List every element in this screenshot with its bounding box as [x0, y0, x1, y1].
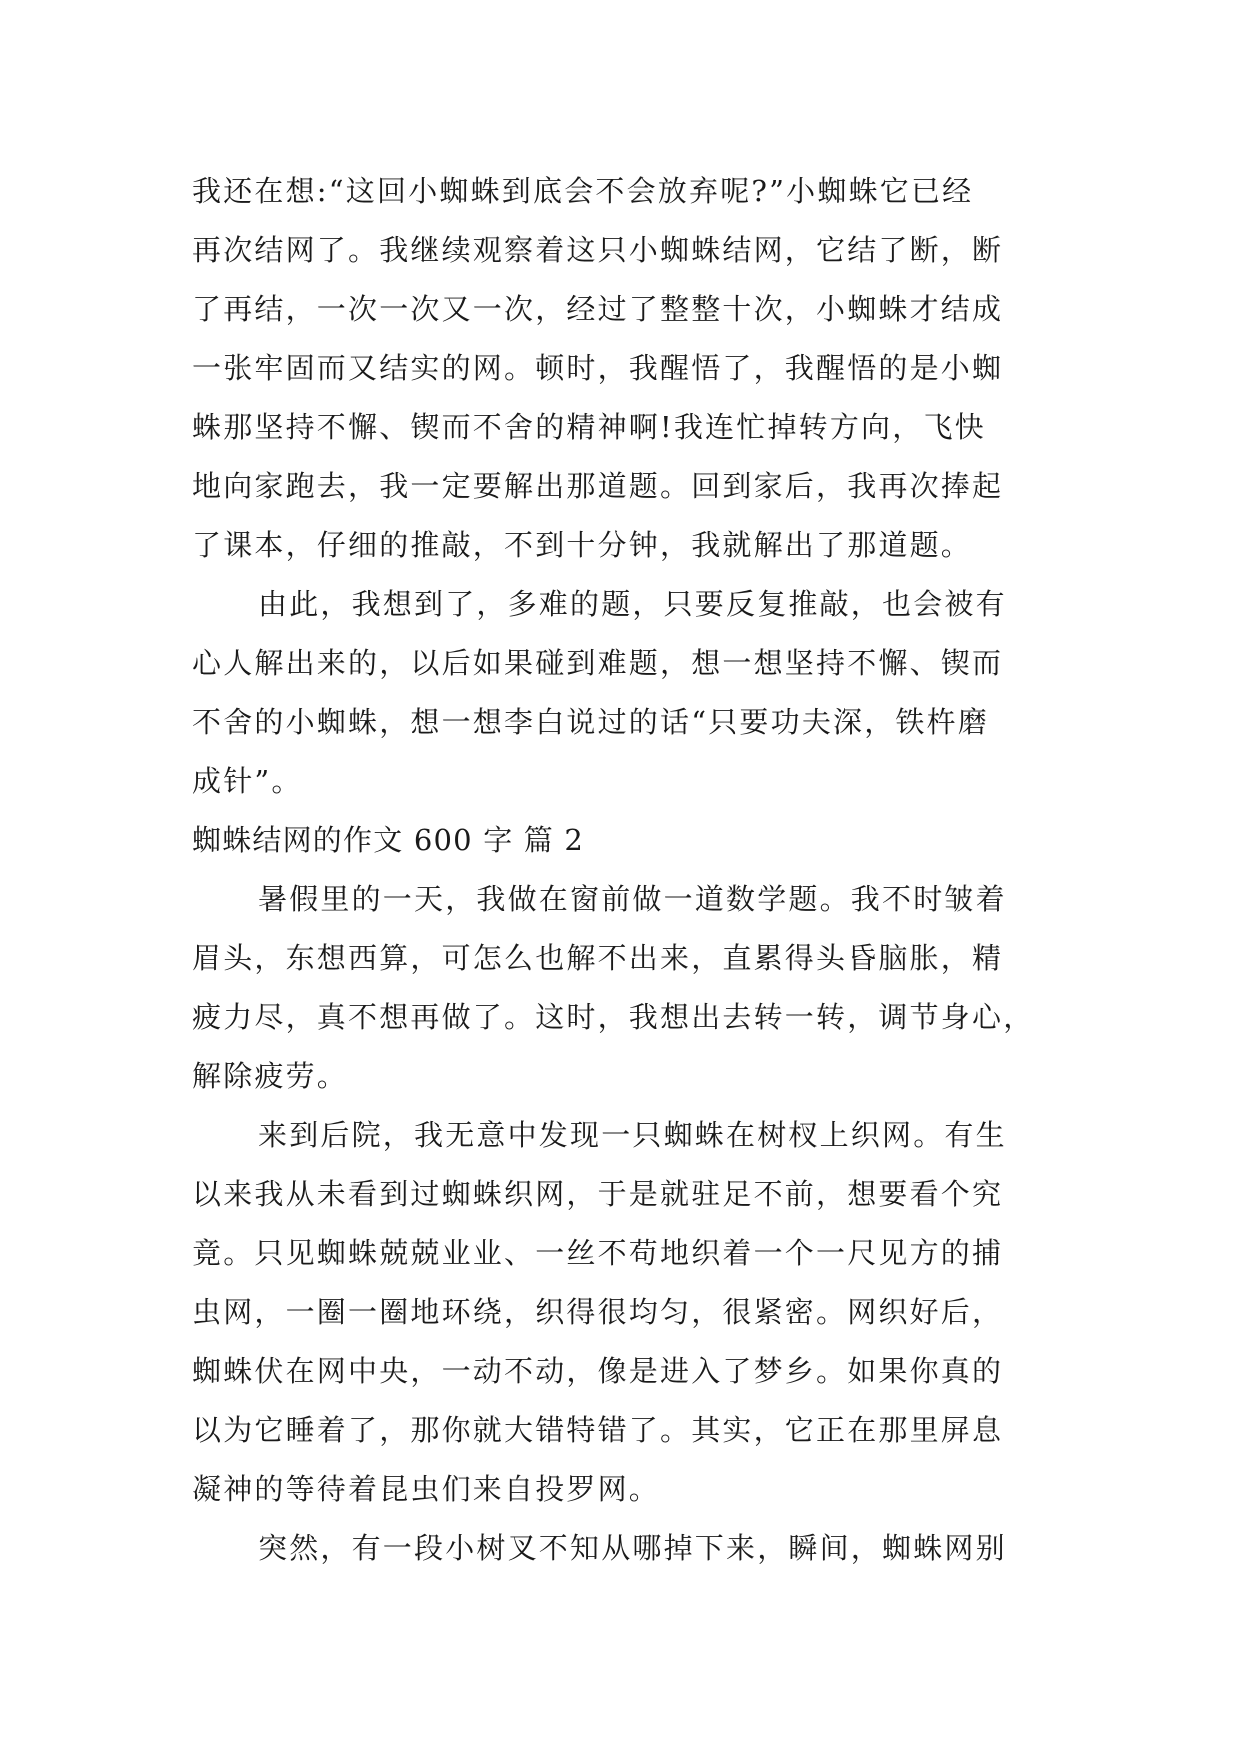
text-line: 了课本，仔细的推敲，不到十分钟，我就解出了那道题。	[192, 528, 973, 562]
paragraph	[192, 575, 1054, 811]
text-line: 暑假里的一天，我做在窗前做一道数学题。我不时皱着	[258, 882, 1007, 916]
text-line: 一张牢固而又结实的网。顿时，我醒悟了，我醒悟的是小蜘	[192, 351, 1004, 385]
document-body	[192, 162, 1054, 1578]
text-line: 虫网，一圈一圈地环绕，织得很均匀，很紧密。网织好后，	[192, 1295, 1004, 1329]
text-line: 眉头，东想西算，可怎么也解不出来，直累得头昏脑胀，精	[192, 941, 1004, 975]
text-line: 蛛那坚持不懈、锲而不舍的精神啊!我连忙掉转方向，飞快	[192, 410, 986, 444]
text-line: 以来我从未看到过蜘蛛织网，于是就驻足不前，想要看个究	[192, 1177, 1004, 1211]
text-line: 地向家跑去，我一定要解出那道题。回到家后，我再次捧起	[192, 469, 1004, 503]
text-line: 我还在想:“这回小蜘蛛到底会不会放弃呢?”小蜘蛛它已经	[192, 174, 974, 208]
text-line: 由此，我想到了，多难的题，只要反复推敲，也会被有	[258, 587, 1007, 621]
text-line: 以为它睡着了，那你就大错特错了。其实，它正在那里屏息	[192, 1413, 1004, 1447]
text-line: 成针”。	[192, 764, 303, 798]
text-line: 了再结，一次一次又一次，经过了整整十次，小蜘蛛才结成	[192, 292, 1004, 326]
text-line: 突然，有一段小树叉不知从哪掉下来，瞬间，蜘蛛网别	[258, 1531, 1007, 1565]
text-line: 解除疲劳。	[192, 1059, 349, 1093]
text-line: 蜘蛛伏在网中央，一动不动，像是进入了梦乡。如果你真的	[192, 1354, 1004, 1388]
text-line: 再次结网了。我继续观察着这只小蜘蛛结网，它结了断，断	[192, 233, 1004, 267]
section-heading: 蜘蛛结网的作文 600 字 篇 2	[192, 823, 585, 857]
text-line: 来到后院，我无意中发现一只蜘蛛在树杈上织网。有生	[258, 1118, 1007, 1152]
text-line: 疲力尽，真不想再做了。这时，我想出去转一转，调节身心，	[192, 1000, 1035, 1034]
text-line: 凝神的等待着昆虫们来自投罗网。	[192, 1472, 661, 1506]
text-line: 不舍的小蜘蛛，想一想李白说过的话“只要功夫深，铁杵磨	[192, 705, 990, 739]
paragraph	[192, 1106, 1054, 1519]
paragraph	[192, 1519, 1054, 1578]
text-line: 竟。只见蜘蛛兢兢业业、一丝不苟地织着一个一尺见方的捕	[192, 1236, 1004, 1270]
paragraph	[192, 162, 1054, 575]
paragraph	[192, 870, 1054, 1106]
text-line: 心人解出来的，以后如果碰到难题，想一想坚持不懈、锲而	[192, 646, 1004, 680]
